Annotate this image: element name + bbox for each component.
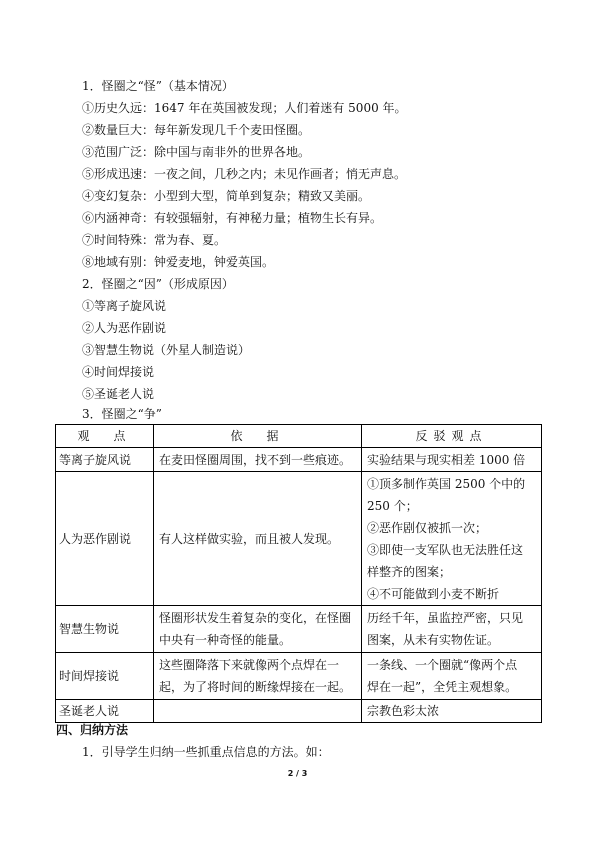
- section1-item-3: ③范围广泛：除中国与南非外的世界各地。: [82, 145, 311, 159]
- rebuttal-line: 实验结果与现实相差 1000 倍: [367, 452, 526, 467]
- header-viewpoint: 观 点: [56, 425, 154, 448]
- section3-title: 3．怪圈之“争”: [82, 407, 162, 421]
- rebuttal-line: ②恶作剧仅被抓一次；: [367, 520, 488, 535]
- page-number: 2 / 3: [287, 769, 308, 778]
- rebuttal-line: 宗教色彩太浓: [367, 704, 440, 718]
- table-row: [56, 472, 542, 606]
- basis-line: 中央有一种奇怪的能量。: [159, 633, 292, 647]
- basis-cell: [154, 472, 362, 606]
- basis-line: 这些圈降落下来就像两个点焊在一: [159, 658, 340, 672]
- rebuttal-line: ①顶多制作英国 2500 个中的: [367, 476, 526, 491]
- section2-title: 2．怪圈之“因”（形成原因）: [82, 277, 234, 291]
- rebuttal-cell: [362, 472, 542, 606]
- basis-cell: [154, 700, 362, 723]
- viewpoint-cell: 圣诞老人说: [56, 700, 154, 723]
- basis-line: 起，为了将时间的断缘焊接在一起。: [159, 680, 352, 694]
- section2-item-4: ④时间焊接说: [82, 365, 155, 379]
- rebuttal-line: 样整齐的图案；: [367, 564, 452, 579]
- rebuttal-cell: [362, 448, 542, 472]
- rebuttal-line: ④不可能做到小麦不断折: [367, 586, 500, 601]
- section1-item-6: ⑥内涵神奇：有较强辐射，有神秘力量；植物生长有异。: [82, 211, 383, 225]
- table-row: [56, 606, 542, 653]
- header-rebuttal: 反驳观点: [362, 425, 542, 448]
- section1-item-1: ①历史久远：1647 年在英国被发现；人们着迷有 5000 年。: [82, 101, 407, 115]
- rebuttal-line: ③即使一支军队也无法胜任这: [367, 542, 524, 557]
- table-row: [56, 448, 542, 472]
- rebuttal-cell: [362, 700, 542, 723]
- table-header-row: [56, 425, 542, 448]
- section2-item-1: ①等离子旋风说: [82, 299, 167, 313]
- viewpoint-cell: 等离子旋风说: [56, 448, 154, 472]
- basis-line: 在麦田怪圈周围，找不到一些痕迹。: [159, 452, 352, 467]
- table-row: [56, 700, 542, 723]
- rebuttal-cell: [362, 653, 542, 700]
- rebuttal-line: 一条线、一个圈就“像两个点: [367, 658, 518, 672]
- section1-item-7: ⑦时间特殊：常为春、夏。: [82, 233, 227, 247]
- rebuttal-cell: [362, 606, 542, 653]
- table-row: [56, 653, 542, 700]
- section2-item-5: ⑤圣诞老人说: [82, 387, 155, 401]
- viewpoint-cell: 人为恶作剧说: [56, 472, 154, 606]
- basis-line: 有人这样做实验，而且被人发现。: [159, 531, 340, 546]
- section4-text: 1．引导学生归纳一些抓重点信息的方法。如：: [82, 745, 330, 759]
- section1-title: 1．怪圈之“怪”（基本情况）: [82, 79, 234, 93]
- viewpoint-cell: 智慧生物说: [56, 606, 154, 653]
- basis-cell: [154, 448, 362, 472]
- section1-item-2: ②数量巨大：每年新发现几千个麦田怪圈。: [82, 123, 311, 137]
- section2-item-2: ②人为恶作剧说: [82, 321, 167, 335]
- viewpoint-cell: 时间焊接说: [56, 653, 154, 700]
- dispute-table: [55, 424, 542, 723]
- section2-item-3: ③智慧生物说（外星人制造说）: [82, 343, 251, 357]
- section1-item-4: ⑤形成迅速：一夜之间，几秒之内；未见作画者；悄无声息。: [82, 167, 407, 181]
- rebuttal-line: 焊在一起”，全凭主观想象。: [367, 680, 518, 694]
- section1-item-5: ④变幻复杂：小型到大型，简单到复杂；精致又美丽。: [82, 189, 371, 203]
- header-basis: 依 据: [154, 425, 362, 448]
- basis-line: 怪圈形状发生着复杂的变化，在怪圈: [159, 611, 352, 625]
- section4-heading: 四、归纳方法: [56, 723, 129, 737]
- rebuttal-line: 250 个；: [367, 498, 418, 513]
- basis-cell: [154, 653, 362, 700]
- basis-cell: [154, 606, 362, 653]
- rebuttal-line: 历经千年，虽监控严密，只见: [367, 611, 524, 625]
- section1-item-8: ⑧地域有别：钟爱麦地，钟爱英国。: [82, 255, 275, 269]
- rebuttal-line: 图案，从未有实物佐证。: [367, 633, 500, 647]
